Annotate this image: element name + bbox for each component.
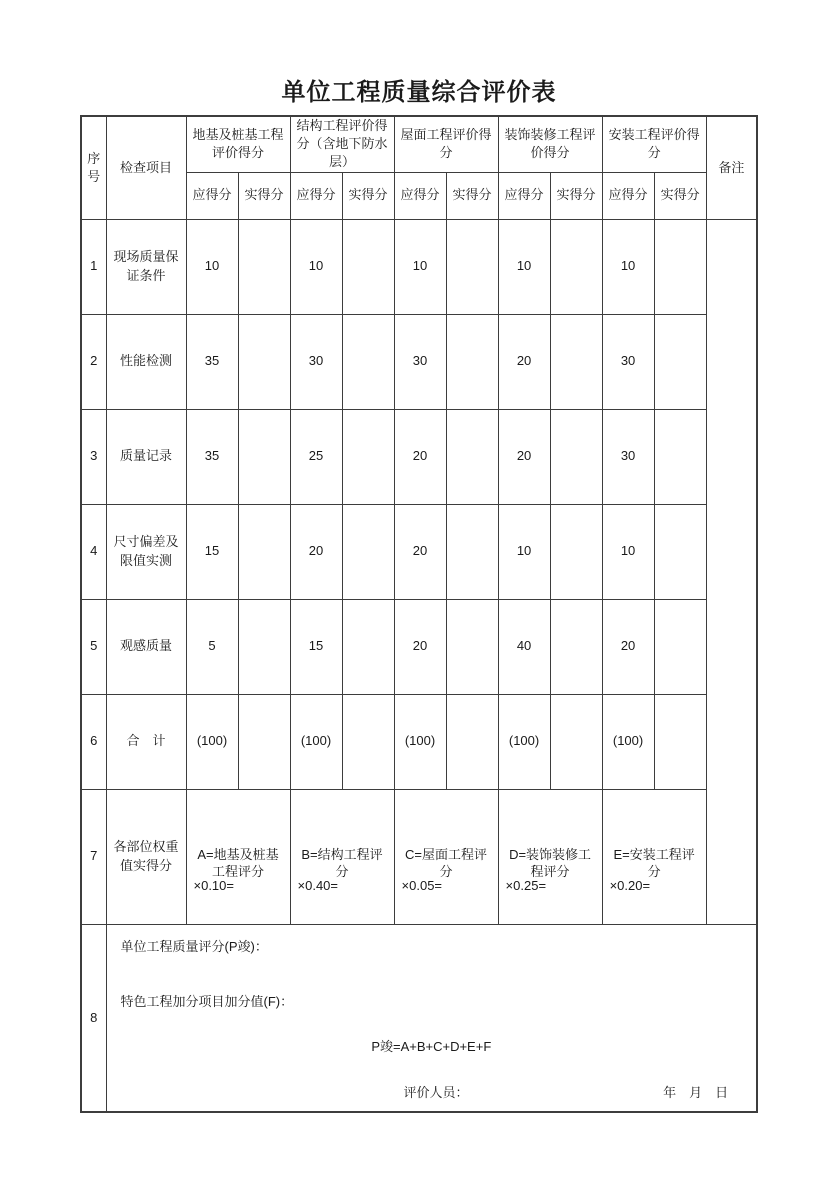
expected-score-cell: 30	[290, 314, 342, 409]
item-cell: 合 计	[106, 694, 186, 789]
actual-score-cell	[446, 409, 498, 504]
header-item: 检查项目	[106, 116, 186, 219]
expected-score-cell: 20	[602, 599, 654, 694]
subheader-expected: 应得分	[498, 172, 550, 219]
formula-text: P竣=A+B+C+D+E+F	[371, 1038, 492, 1054]
expected-score-cell: 30	[602, 314, 654, 409]
table-row	[81, 504, 757, 599]
expected-score-cell: (100)	[290, 694, 342, 789]
table-row	[81, 314, 757, 409]
actual-score-cell	[238, 314, 290, 409]
expected-score-cell: 10	[602, 219, 654, 314]
weight-cell-foundation	[186, 789, 290, 924]
expected-score-cell: 30	[394, 314, 446, 409]
header-group-installation: 安装工程评价得分	[602, 116, 706, 172]
header-remark: 备注	[706, 116, 757, 219]
expected-score-cell: 10	[498, 219, 550, 314]
weight-cell-installation	[602, 789, 706, 924]
item-cell: 性能检测	[106, 314, 186, 409]
expected-score-cell: 15	[290, 599, 342, 694]
header-seq: 序号	[81, 116, 106, 219]
subheader-actual: 实得分	[342, 172, 394, 219]
weight-formula: ×0.40=	[297, 878, 339, 894]
weight-formula: ×0.25=	[505, 878, 547, 894]
expected-score-cell: 20	[290, 504, 342, 599]
header-row-groups	[81, 116, 757, 172]
seq-cell: 2	[81, 314, 106, 409]
expected-score-cell: 10	[498, 504, 550, 599]
table-row	[81, 219, 757, 314]
actual-score-cell	[238, 599, 290, 694]
weight-cell-decoration	[498, 789, 602, 924]
weight-cell-structure	[290, 789, 394, 924]
unit-quality-score-label: 单位工程质量评分(P竣)：	[120, 938, 268, 954]
expected-score-cell: 20	[394, 599, 446, 694]
weight-formula: ×0.10=	[193, 878, 234, 894]
actual-score-cell	[654, 219, 706, 314]
subheader-actual: 实得分	[446, 172, 498, 219]
item-cell: 质量记录	[106, 409, 186, 504]
actual-score-cell	[342, 314, 394, 409]
subheader-actual: 实得分	[238, 172, 290, 219]
evaluator-label: 评价人员：	[403, 1084, 469, 1100]
expected-score-cell: 40	[498, 599, 550, 694]
actual-score-cell	[446, 504, 498, 599]
expected-score-cell: (100)	[602, 694, 654, 789]
actual-score-cell	[446, 599, 498, 694]
expected-score-cell: 10	[290, 219, 342, 314]
actual-score-cell	[654, 409, 706, 504]
actual-score-cell	[238, 219, 290, 314]
actual-score-cell	[446, 694, 498, 789]
expected-score-cell: 25	[290, 409, 342, 504]
header-group-foundation: 地基及桩基工程评价得分	[186, 116, 290, 172]
actual-score-cell	[342, 504, 394, 599]
actual-score-cell	[342, 409, 394, 504]
table-row	[81, 694, 757, 789]
item-cell: 各部位权重值实得分	[106, 789, 186, 924]
item-cell: 尺寸偏差及限值实测	[106, 504, 186, 599]
expected-score-cell: 20	[394, 409, 446, 504]
expected-score-cell: 20	[498, 409, 550, 504]
expected-score-cell: 20	[498, 314, 550, 409]
weight-formula: ×0.20=	[609, 878, 651, 894]
seq-cell: 6	[81, 694, 106, 789]
weight-label: C=屋面工程评分	[405, 846, 488, 879]
expected-score-cell: 15	[186, 504, 238, 599]
expected-score-cell: (100)	[498, 694, 550, 789]
subheader-expected: 应得分	[186, 172, 238, 219]
subheader-expected: 应得分	[394, 172, 446, 219]
seq-cell: 3	[81, 409, 106, 504]
weight-formula: ×0.05=	[401, 878, 443, 894]
remark-body-cell	[706, 219, 757, 924]
actual-score-cell	[550, 314, 602, 409]
actual-score-cell	[654, 694, 706, 789]
actual-score-cell	[550, 694, 602, 789]
actual-score-cell	[342, 219, 394, 314]
seq-cell: 5	[81, 599, 106, 694]
actual-score-cell	[550, 599, 602, 694]
actual-score-cell	[550, 504, 602, 599]
actual-score-cell	[238, 504, 290, 599]
seq-cell: 8	[81, 924, 106, 1112]
expected-score-cell: 10	[602, 504, 654, 599]
subheader-actual: 实得分	[654, 172, 706, 219]
expected-score-cell: 10	[186, 219, 238, 314]
date-placeholder: 年 月 日	[663, 1084, 729, 1100]
seq-cell: 4	[81, 504, 106, 599]
item-cell: 观感质量	[106, 599, 186, 694]
actual-score-cell	[654, 314, 706, 409]
expected-score-cell: 35	[186, 314, 238, 409]
summary-cell	[106, 924, 757, 1112]
actual-score-cell	[446, 219, 498, 314]
subheader-expected: 应得分	[602, 172, 654, 219]
seq-cell: 7	[81, 789, 106, 924]
header-group-roof: 屋面工程评价得分	[394, 116, 498, 172]
weight-label: A=地基及桩基工程评分	[197, 846, 279, 879]
subheader-actual: 实得分	[550, 172, 602, 219]
table-row	[81, 599, 757, 694]
expected-score-cell: (100)	[394, 694, 446, 789]
weight-row	[81, 789, 757, 924]
actual-score-cell	[550, 409, 602, 504]
subheader-expected: 应得分	[290, 172, 342, 219]
actual-score-cell	[342, 599, 394, 694]
expected-score-cell: 35	[186, 409, 238, 504]
weight-label: B=结构工程评分	[301, 846, 383, 879]
actual-score-cell	[238, 694, 290, 789]
expected-score-cell: (100)	[186, 694, 238, 789]
seq-cell: 1	[81, 219, 106, 314]
expected-score-cell: 20	[394, 504, 446, 599]
summary-row	[81, 924, 757, 1112]
table-row	[81, 409, 757, 504]
actual-score-cell	[446, 314, 498, 409]
bonus-value-label: 特色工程加分项目加分值(F)：	[120, 993, 294, 1009]
expected-score-cell: 5	[186, 599, 238, 694]
expected-score-cell: 10	[394, 219, 446, 314]
actual-score-cell	[654, 504, 706, 599]
expected-score-cell: 30	[602, 409, 654, 504]
item-cell: 现场质量保证条件	[106, 219, 186, 314]
weight-label: D=装饰装修工程评分	[509, 846, 592, 879]
actual-score-cell	[342, 694, 394, 789]
header-group-structure: 结构工程评价得分（含地下防水层）	[290, 116, 394, 172]
weight-cell-roof	[394, 789, 498, 924]
actual-score-cell	[550, 219, 602, 314]
page-title: 单位工程质量综合评价表	[281, 79, 557, 106]
header-group-decoration: 装饰装修工程评价得分	[498, 116, 602, 172]
evaluation-table	[80, 115, 758, 1113]
actual-score-cell	[654, 599, 706, 694]
actual-score-cell	[238, 409, 290, 504]
weight-label: E=安装工程评分	[613, 846, 695, 879]
